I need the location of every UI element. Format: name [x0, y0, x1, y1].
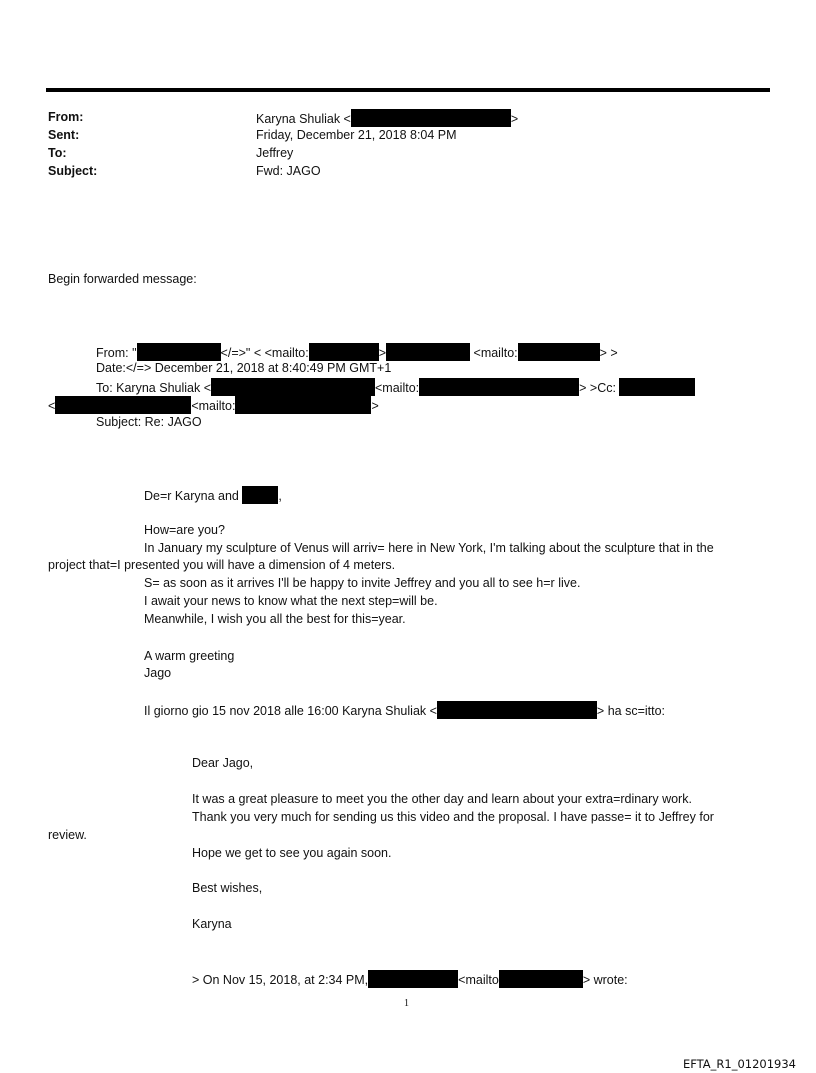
fwd-cc-line: < <mailto: >	[48, 396, 379, 414]
redaction-block	[137, 343, 221, 361]
fwd-subject-line: Subject: Re: JAGO	[96, 415, 202, 429]
redaction-block	[55, 396, 191, 414]
closing-line: A warm greeting	[144, 649, 235, 663]
forward-intro: Begin forwarded message:	[48, 272, 197, 286]
fwd-date-line: Date:</=> December 21, 2018 at 8:40:49 PM GMT+1	[96, 361, 392, 375]
redaction-block	[386, 343, 470, 361]
body-line: How=are you?	[144, 523, 225, 537]
quoted-line: Thank you very much for sending us this video and the proposal. I have passe= it to Jeffrey for	[192, 810, 714, 824]
quoted-line: It was a great pleasure to meet you the other day and learn about your extra=rdinary work.	[192, 792, 692, 806]
nested-quote-header: > On Nov 15, 2018, at 2:34 PM, <mailto > wrote:	[192, 970, 628, 988]
redaction-block	[242, 486, 278, 504]
subject-label: Subject:	[48, 164, 98, 178]
quoted-line: Hope we get to see you again soon.	[192, 846, 392, 860]
body-line: S= as soon as it arrives I'll be happy to invite Jeffrey and you all to see h=r live.	[144, 576, 581, 590]
redaction-block	[518, 343, 600, 361]
to-label: To:	[48, 146, 67, 160]
redaction-block	[211, 378, 375, 396]
redaction-block	[499, 970, 583, 988]
fwd-from-line: From: " </=>" < <mailto: > <mailto: > >	[96, 343, 618, 361]
redaction-block	[351, 109, 511, 127]
signature: Jago	[144, 666, 172, 680]
redaction-block	[368, 970, 458, 988]
from-name: Karyna Shuliak <	[256, 112, 351, 126]
body-line: In January my sculpture of Venus will arriv= here in New York, I'm talking about the sculpture that in the	[144, 541, 714, 555]
document-id: EFTA_R1_01201934	[682, 1057, 796, 1071]
greeting-line: De=r Karyna and ,	[144, 486, 282, 504]
page-number: 1	[404, 998, 409, 1009]
quoted-greeting: Dear Jago,	[192, 756, 254, 770]
redaction-block	[235, 396, 371, 414]
quoted-line: review.	[48, 828, 87, 842]
from-label: From:	[48, 110, 84, 124]
redaction-block	[419, 378, 579, 396]
quoted-signature: Karyna	[192, 917, 232, 931]
body-line: project that=I presented you will have a dimension of 4 meters.	[48, 558, 396, 572]
redaction-block	[437, 701, 597, 719]
redaction-block	[619, 378, 695, 396]
to-value: Jeffrey	[256, 146, 294, 160]
redaction-block	[309, 343, 379, 361]
body-line: I await your news to know what the next step=will be.	[144, 594, 438, 608]
body-line: Meanwhile, I wish you all the best for this=year.	[144, 612, 406, 626]
sent-value: Friday, December 21, 2018 8:04 PM	[256, 128, 457, 142]
from-value: Karyna Shuliak < >	[256, 109, 518, 127]
subject-value: Fwd: JAGO	[256, 164, 321, 178]
quoted-line: Best wishes,	[192, 881, 263, 895]
fwd-to-line: To: Karyna Shuliak < <mailto: > >Cc:	[96, 378, 695, 396]
header-rule	[46, 88, 770, 92]
quote-header: Il giorno gio 15 nov 2018 alle 16:00 Karyna Shuliak < > ha sc=itto:	[144, 701, 665, 719]
sent-label: Sent:	[48, 128, 80, 142]
